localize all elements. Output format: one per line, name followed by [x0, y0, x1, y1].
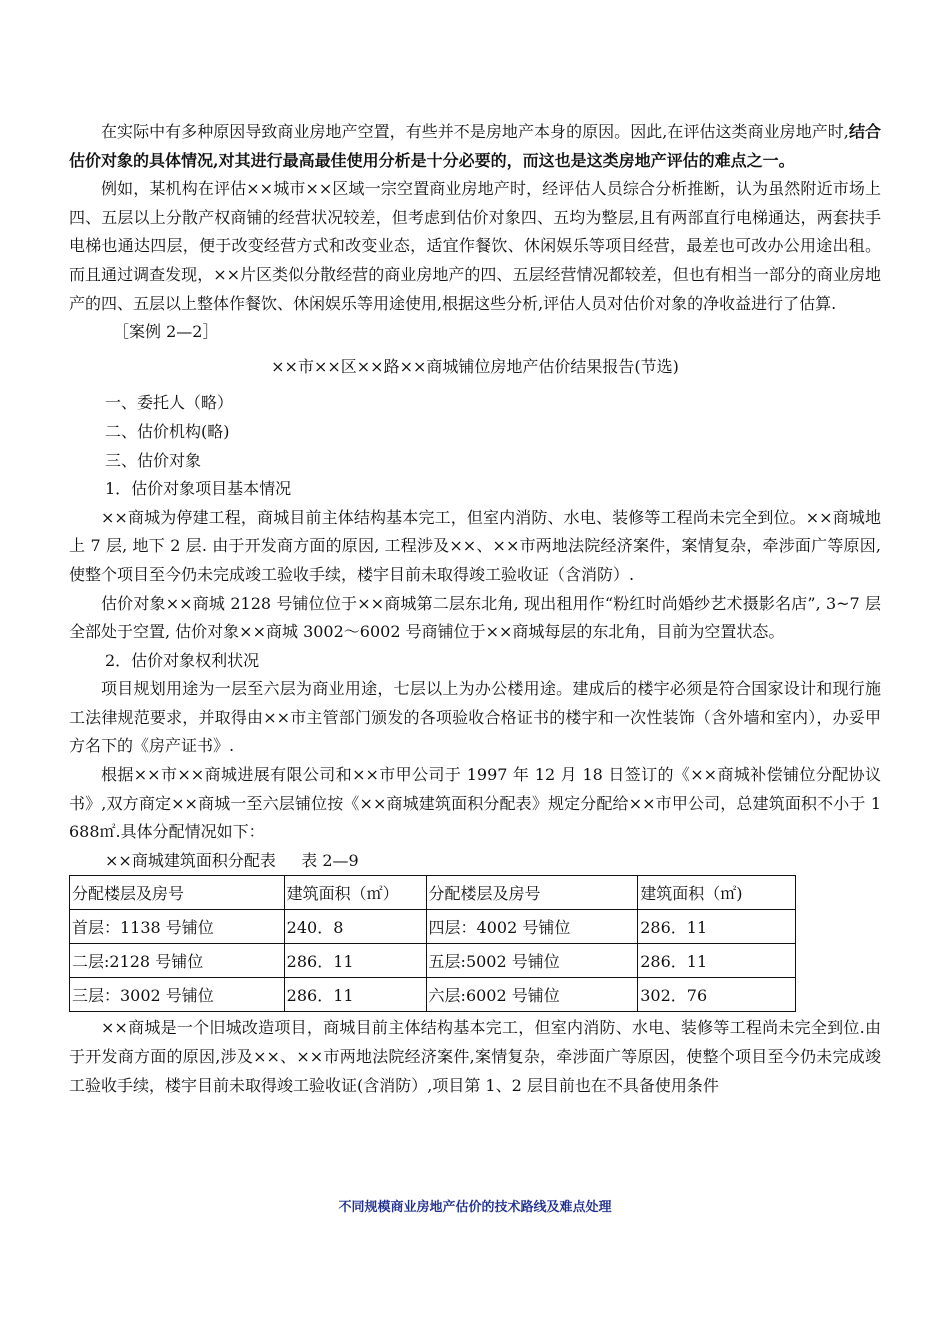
table-cell: 286．11 — [284, 944, 426, 978]
rights-paragraph-1: 项目规划用途为一层至六层为商业用途，七层以上为办公楼用途。建成后的楼宇必须是符合国家设计和现行施工法律规范要求，并取得由××市主管部门颁发的各项验收合格证书的楼宇和一次性装饰（含外墙和室内），办妥甲方名下的《房产证书》. — [69, 679, 881, 756]
table-header-cell: 分配楼层及房号 — [426, 876, 638, 910]
table-cell: 302．76 — [638, 978, 796, 1012]
table-cell: 二层:2128 号铺位 — [70, 944, 285, 978]
allocation-table — [69, 875, 796, 1012]
table-cell: 四层：4002 号铺位 — [426, 910, 638, 944]
intro-paragraph-2: 例如，某机构在评估××城市××区域一宗空置商业房地产时，经评估人员综合分析推断，认为虽然附近市场上四、五层以上分散产权商铺的经营状况较差，但考虑到估价对象四、五均为整层,且有两部直行电梯通达，两套扶手电梯也通达四层，便于改变经营方式和改变业态，适宜作餐饮、休闲娱乐等项目经营，最差也可改办公用途出租。而且通过调查发现，××片区类似分散经营的商业房地产的四、五层经营情况都较差，但也有相当一部分的商业房地产的四、五层以上整体作餐饮、休闲娱乐等用途使用,根据这些分析,评估人员对估价对象的净收益进行了估算. — [69, 179, 881, 313]
subsection-rights: 2．估价对象权利状况 — [105, 650, 260, 670]
intro-p1-normal: 在实际中有多种原因导致商业房地产空置，有些并不是房地产本身的原因。因此,在评估这类商业房地产时, — [101, 122, 849, 141]
table-header-cell: 建筑面积（㎡) — [638, 876, 796, 910]
table-cell: 三层：3002 号铺位 — [70, 978, 285, 1012]
case-label: ［案例 2—2］ — [113, 322, 219, 342]
rights-paragraph-2: 根据××市××商城进展有限公司和××市甲公司于 1997 年 12 月 18 日签订的《××商城补偿铺位分配协议书》,双方商定××商城一至六层铺位按《××商城建筑面积分配表》规定分配给××市甲公司，总建筑面积不小于 1688㎡.具体分配情况如下： — [69, 765, 881, 842]
intro-p1-bold: 结合估价对象的具体情况,对其进行最高最佳使用分析是十分必要的，而这也是这类房地产评估的难点之一。 — [69, 122, 881, 170]
table-cell: 286．11 — [638, 910, 796, 944]
intro-paragraph-1 — [69, 118, 881, 175]
table-caption-title: ××商城建筑面积分配表 — [105, 850, 276, 870]
table-cell: 六层:6002 号铺位 — [426, 978, 638, 1012]
table-row — [70, 978, 796, 1012]
basic-info-paragraph-1: ××商城为停建工程，商城目前主体结构基本完工，但室内消防、水电、装修等工程尚未完全到位。××商城地上 7 层, 地下 2 层. 由于开发商方面的原因, 工程涉及××、××市两地法院经济案件，案情复杂，牵涉面广等原因,使整个项目至今仍未完成竣工验收手续，楼宇目前未取得竣工验收证（含消防）. — [69, 507, 881, 584]
table-cell: 首层：1138 号铺位 — [70, 910, 285, 944]
table-cell: 286．11 — [638, 944, 796, 978]
section-object: 三、估价对象 — [105, 450, 202, 470]
after-table-paragraph: ××商城是一个旧城改造项目，商城目前主体结构基本完工，但室内消防、水电、装修等工程尚未完全到位.由于开发商方面的原因,涉及××、××市两地法院经济案件,案情复杂，牵涉面广等原因，使整个项目至今仍未完成竣工验收手续，楼宇目前未取得竣工验收证(含消防）,项目第 1、2 层目前也在不具备使用条件 — [69, 1018, 881, 1095]
document-body — [69, 118, 881, 1100]
table-cell: 286．11 — [284, 978, 426, 1012]
table-cell: 240．8 — [284, 910, 426, 944]
subsection-basic-info: 1．估价对象项目基本情况 — [105, 479, 292, 499]
section-client: 一、委托人（略） — [105, 393, 234, 413]
section-agency: 二、估价机构(略) — [105, 421, 230, 441]
table-caption — [69, 847, 881, 876]
basic-info-paragraph-2: 估价对象××商城 2128 号铺位位于××商城第二层东北角, 现出租用作“粉红时尚婚纱艺术摄影名店”, 3~7 层全部处于空置, 估价对象××商城 3002～6002 号商铺位于××商城每层的东北角，目前为空置状态。 — [69, 593, 881, 642]
table-row — [70, 944, 796, 978]
report-title: ××市××区××路××商城铺位房地产估价结果报告(节选) — [271, 356, 679, 376]
table-header-row — [70, 876, 796, 910]
table-header-cell: 分配楼层及房号 — [70, 876, 285, 910]
page-footer: 不同规模商业房地产估价的技术路线及难点处理 — [338, 1200, 612, 1215]
table-header-cell: 建筑面积（㎡） — [284, 876, 426, 910]
table-cell: 五层:5002 号铺位 — [426, 944, 638, 978]
table-row — [70, 910, 796, 944]
table-number: 表 2—9 — [301, 850, 359, 870]
